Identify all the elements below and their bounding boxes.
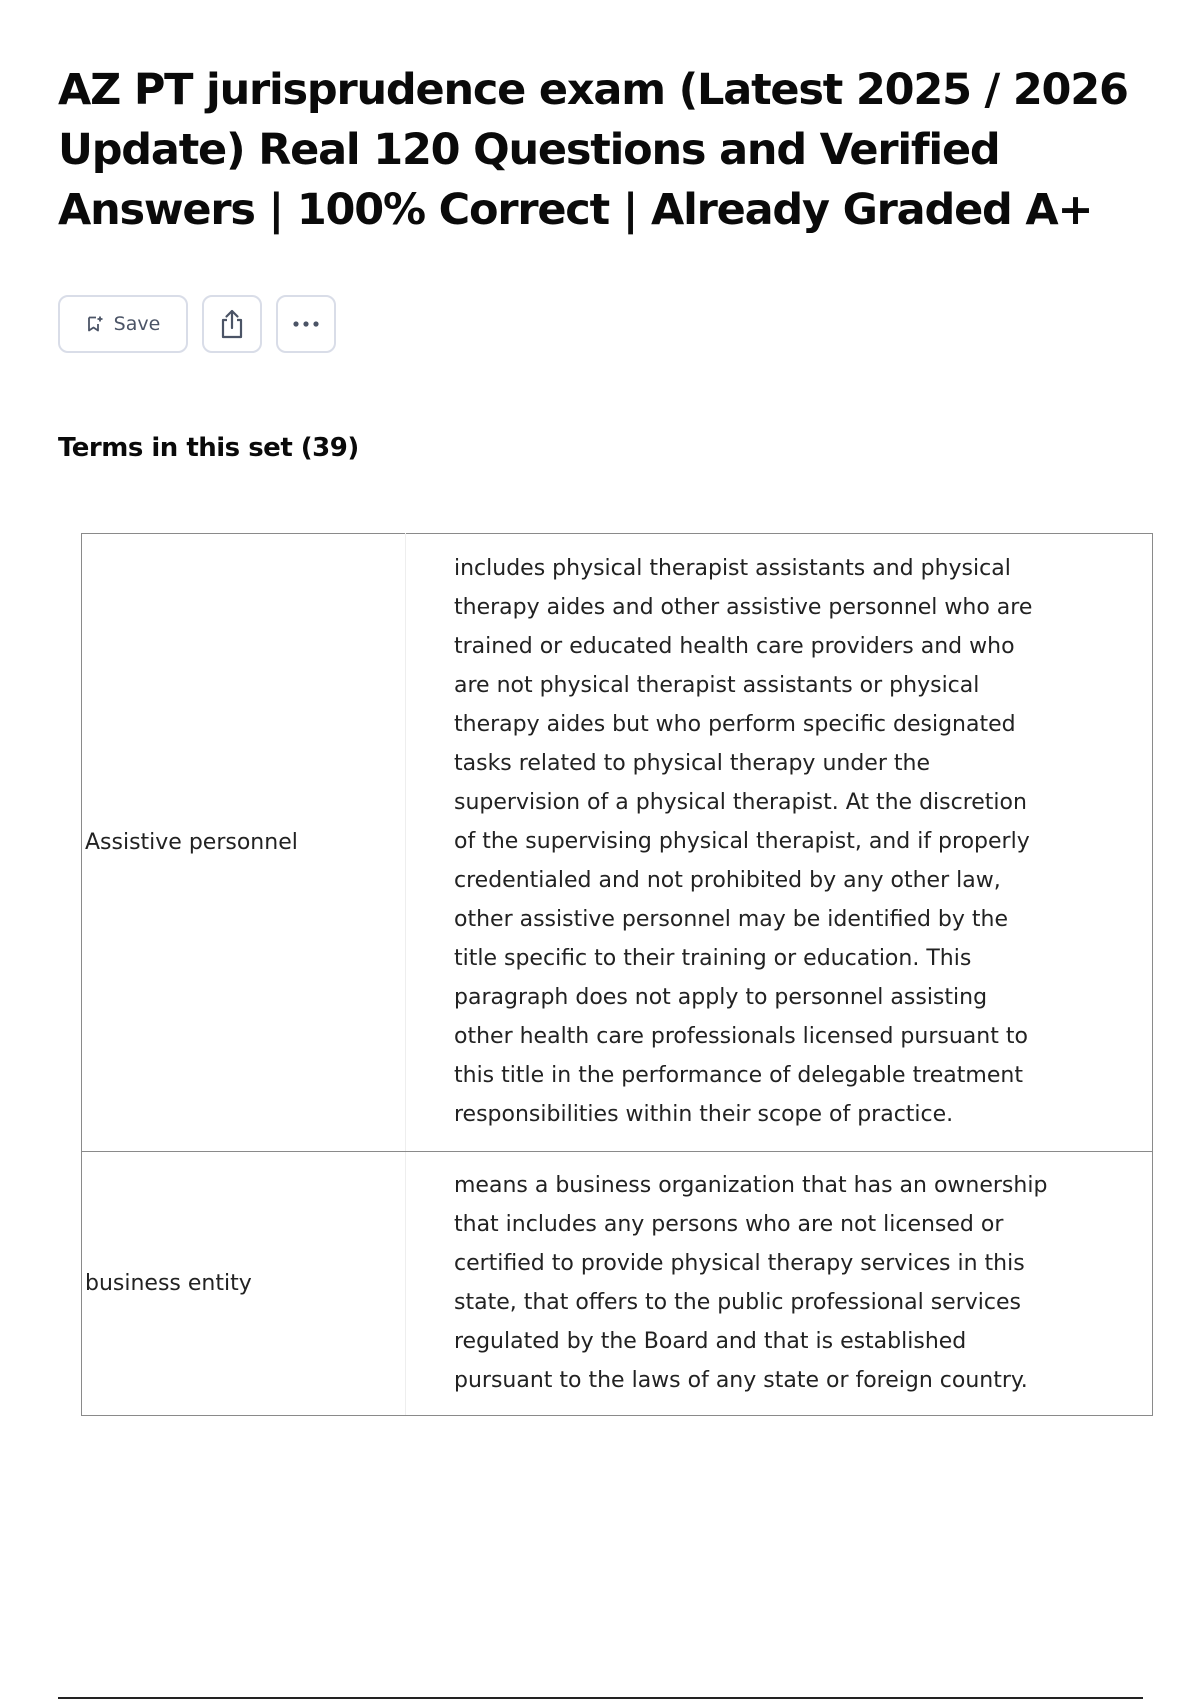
terms-table — [81, 533, 1153, 1416]
share-button[interactable] — [202, 295, 262, 353]
page-title: AZ PT jurisprudence exam (Latest 2025 / 2026 Update) Real 120 Questions and Verified Answers | 100% Correct | Already Graded A+ — [58, 65, 1128, 235]
term-cell: business entity — [82, 1152, 406, 1416]
term-cell: Assistive personnel — [82, 534, 406, 1152]
share-icon — [217, 308, 247, 340]
more-icon — [291, 320, 321, 328]
bookmark-add-icon — [86, 315, 104, 333]
save-button[interactable] — [58, 295, 188, 353]
save-button-label: Save — [113, 313, 161, 335]
term-row — [82, 534, 1153, 1152]
term-row — [82, 1152, 1153, 1416]
toolbar — [58, 295, 336, 353]
more-button[interactable] — [276, 295, 336, 353]
definition-cell: includes physical therapist assistants and physical therapy aides and other assistive personnel who are trained or educated health care providers and who are not physical therapist assistants or physical therapy aides but who perform specific designated tasks related to physical therapy under the supervision of a physical therapist. At the discretion of the supervising physical therapist, and if properly credentialed and not prohibited by any other law, other assistive personnel may be identified by the title specific to their training or education. This paragraph does not apply to personnel assisting other health care professionals licensed pursuant to this title in the performance of delegable treatment responsibilities within their scope of practice. — [406, 534, 1153, 1152]
definition-cell: means a business organization that has an ownership that includes any persons who are not licensed or certified to provide physical therapy services in this state, that offers to the public professional services regulated by the Board and that is established pursuant to the laws of any state or foreign country. — [406, 1152, 1153, 1416]
bottom-divider — [58, 1697, 1143, 1699]
terms-heading: Terms in this set (39) — [58, 433, 359, 463]
